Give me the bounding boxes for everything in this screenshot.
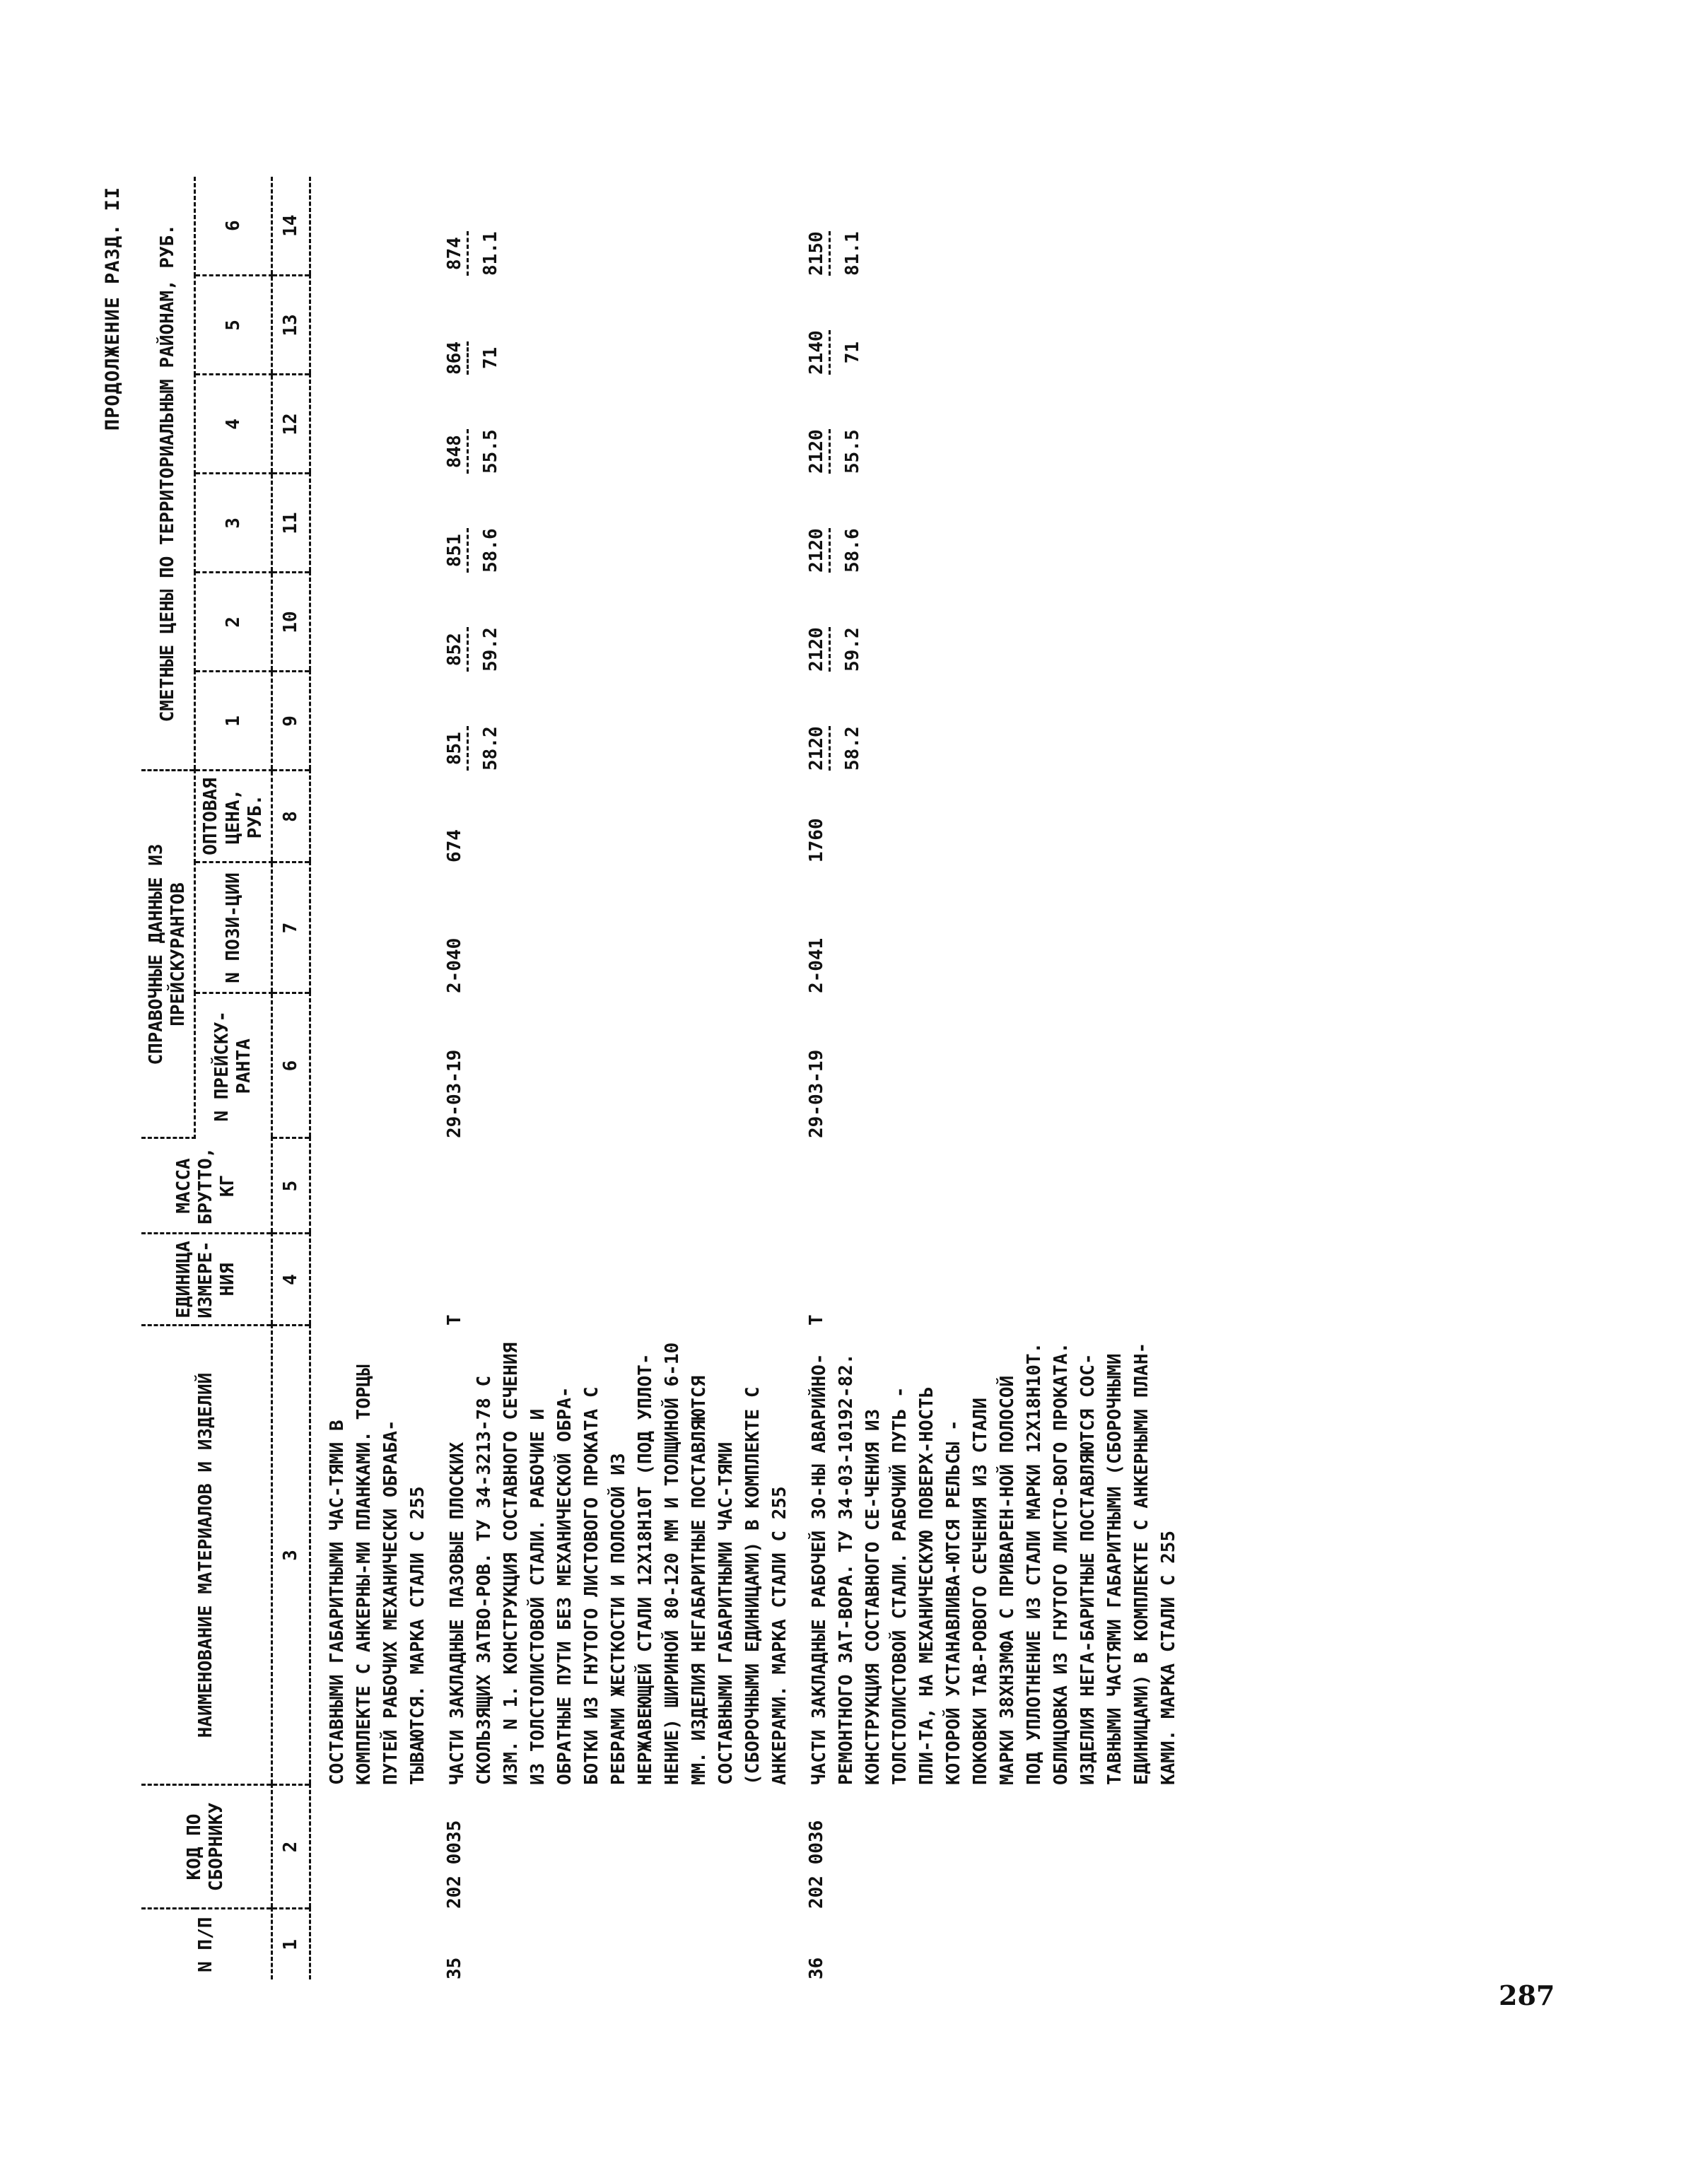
continuation-row xyxy=(310,177,432,1979)
row-number: 35 xyxy=(444,1957,466,1979)
col-number: 6 xyxy=(271,993,310,1138)
row-price-list: 29-03-19 xyxy=(444,1049,466,1138)
price-delta: 59.2 xyxy=(480,627,502,672)
price-value: 848 xyxy=(444,429,469,474)
row-price-region-1 xyxy=(431,672,793,771)
row-position: 2-040 xyxy=(444,937,466,993)
price-table xyxy=(141,177,1182,1979)
price-value: 2120 xyxy=(806,528,831,573)
col-number: 2 xyxy=(271,1785,310,1909)
price-delta: 58.6 xyxy=(480,528,502,573)
price-delta: 55.5 xyxy=(480,429,502,474)
price-value: 864 xyxy=(444,341,469,375)
col-header-region-1: 1 xyxy=(195,672,272,771)
column-number-row xyxy=(271,177,310,1979)
price-delta: 58.6 xyxy=(842,528,864,573)
price-value: 852 xyxy=(444,627,469,672)
row-price-region-5 xyxy=(431,276,793,375)
col-number: 7 xyxy=(271,862,310,993)
row-wholesale: 1760 xyxy=(806,818,828,862)
price-delta: 55.5 xyxy=(842,429,864,474)
col-group-reference: СПРАВОЧНЫЕ ДАННЫЕ ИЗ ПРЕЙСКУРАНТОВ xyxy=(141,771,195,1138)
col-number: 13 xyxy=(271,276,310,375)
col-header-region-3: 3 xyxy=(195,474,272,573)
col-header-region-4: 4 xyxy=(195,375,272,474)
section-continuation-header: ПРОДОЛЖЕНИЕ РАЗД. II xyxy=(102,187,124,431)
price-delta: 58.2 xyxy=(842,726,864,771)
row-unit: Т xyxy=(806,1314,828,1326)
row-price-region-3 xyxy=(793,474,1182,573)
table-row xyxy=(793,177,1182,1979)
row-price-region-3 xyxy=(431,474,793,573)
col-number: 10 xyxy=(271,573,310,672)
col-header-position: N ПОЗИ-ЦИИ xyxy=(195,862,272,993)
col-number: 1 xyxy=(271,1909,310,1979)
col-header-unit: ЕДИНИЦА ИЗМЕРЕ-НИЯ xyxy=(141,1234,271,1326)
price-value: 2120 xyxy=(806,429,831,474)
col-header-n: N П/П xyxy=(141,1909,271,1979)
col-header-region-2: 2 xyxy=(195,573,272,672)
row-code: 202 0035 xyxy=(444,1820,466,1909)
row-price-region-1 xyxy=(793,672,1182,771)
col-header-region-6: 6 xyxy=(195,177,272,276)
col-number: 9 xyxy=(271,672,310,771)
row-description: ЧАСТИ ЗАКЛАДНЫЕ РАБОЧЕЙ ЗО-НЫ АВАРИЙНО-РЕМОНТНОГО ЗАТ-ВОРА. ТУ 34-03-10192-82. КОНСТРУКЦИЯ СОСТАВНОГО СЕ-ЧЕНИЯ ИЗ ТОЛСТОЛИСТОВОЙ СТАЛИ. РАБОЧИЙ ПУТЬ - ПЛИ-ТА, НА МЕХАНИЧЕСКУЮ ПОВЕРХ-НОСТЬ КОТОРОЙ УСТАНАВЛИВА-ЮТСЯ РЕЛЬСЫ - ПОКОВКИ ТАВ-РОВОГО СЕЧЕНИЯ ИЗ СТАЛИ МАРКИ 38ХН3МФА С ПРИВАРЕН-НОЙ ПОЛОСОЙ ПОД УПЛОТНЕНИЕ ИЗ СТАЛИ МАРКИ 12Х18Н10Т. ОБЛИЦОВКА ИЗ ГНУТОГО ЛИСТО-ВОГО ПРОКАТА. ИЗДЕЛИЯ НЕГА-БАРИТНЫЕ ПОСТАВЛЯЮТСЯ СОС-ТАВНЫМИ ЧАСТЯМИ ГАБАРИТНЫМИ (СБОРОЧНЫМИ ЕДИНИЦАМИ) В КОМПЛЕКТЕ С АНКЕРНЫМИ ПЛАН-КАМИ. МАРКА СТАЛИ С 255 xyxy=(809,1342,1180,1785)
col-number: 11 xyxy=(271,474,310,573)
price-value: 2120 xyxy=(806,627,831,672)
price-delta: 81.1 xyxy=(480,231,502,276)
row-price-region-2 xyxy=(793,573,1182,672)
col-number: 8 xyxy=(271,771,310,862)
row-price-region-4 xyxy=(793,375,1182,474)
col-number: 3 xyxy=(271,1326,310,1785)
price-value: 2120 xyxy=(806,726,831,771)
price-value: 851 xyxy=(444,726,469,771)
col-group-estimated-prices: СМЕТНЫЕ ЦЕНЫ ПО ТЕРРИТОРИАЛЬНЫМ РАЙОНАМ, РУБ. xyxy=(141,177,195,771)
col-number: 4 xyxy=(271,1234,310,1326)
row-code: 202 0036 xyxy=(806,1820,828,1909)
row-price-list: 29-03-19 xyxy=(806,1049,828,1138)
row-number: 36 xyxy=(806,1957,828,1979)
col-number: 5 xyxy=(271,1138,310,1234)
col-header-name: НАИМЕНОВАНИЕ МАТЕРИАЛОВ И ИЗДЕЛИЙ xyxy=(141,1326,271,1785)
price-value: 2150 xyxy=(806,231,831,276)
row-position: 2-041 xyxy=(806,937,828,993)
row-unit: Т xyxy=(444,1314,466,1326)
price-value: 874 xyxy=(444,231,469,276)
price-value: 851 xyxy=(444,528,469,573)
row-price-region-6 xyxy=(793,177,1182,276)
price-delta: 71 xyxy=(842,341,864,364)
table-row xyxy=(431,177,793,1979)
row-price-region-4 xyxy=(431,375,793,474)
row-price-region-2 xyxy=(431,573,793,672)
col-header-region-5: 5 xyxy=(195,276,272,375)
price-delta: 59.2 xyxy=(842,627,864,672)
col-number: 14 xyxy=(271,177,310,276)
price-delta: 58.2 xyxy=(480,726,502,771)
price-value: 2140 xyxy=(806,330,831,375)
row-price-region-6 xyxy=(431,177,793,276)
col-header-price-list: N ПРЕЙСКУ-РАНТА xyxy=(211,1010,255,1122)
price-delta: 71 xyxy=(480,346,502,370)
col-header-mass: МАССА БРУТТО, КГ xyxy=(141,1138,271,1234)
continuation-text: СОСТАВНЫМИ ГАБАРИТНЫМИ ЧАС-ТЯМИ В КОМПЛЕКТЕ С АНКЕРНЫ-МИ ПЛАНКАМИ. ТОРЦЫ ПУТЕЙ РАБОЧИХ МЕХАНИЧЕСКИ ОБРАБА-ТЫВАЮТСЯ. МАРКА СТАЛИ С 255 xyxy=(327,1364,429,1785)
col-header-code: КОД ПО СБОРНИКУ xyxy=(141,1785,271,1909)
row-mass xyxy=(431,1138,793,1234)
col-header-wholesale: ОПТОВАЯ ЦЕНА, РУБ. xyxy=(195,771,272,862)
row-mass xyxy=(793,1138,1182,1234)
row-price-region-5 xyxy=(793,276,1182,375)
col-number: 12 xyxy=(271,375,310,474)
rotated-page xyxy=(99,177,1442,1979)
row-description: ЧАСТИ ЗАКЛАДНЫЕ ПАЗОВЫЕ ПЛОСКИХ СКОЛЬЗЯЩИХ ЗАТВО-РОВ. ТУ 34-3213-78 С ИЗМ. N 1. КОНСТРУКЦИЯ СОСТАВНОГО СЕЧЕНИЯ ИЗ ТОЛСТОЛИСТОВОЙ СТАЛИ. РАБОЧИЕ И ОБРАТНЫЕ ПУТИ БЕЗ МЕХАНИЧЕСКОЙ ОБРА-БОТКИ ИЗ ГНУТОГО ЛИСТОВОГО ПРОКАТА С РЕБРАМИ ЖЕСТКОСТИ И ПОЛОСОЙ ИЗ НЕРЖАВЕЮЩЕЙ СТАЛИ 12Х18Н10Т (ПОД УПЛОТ-НЕНИЕ) ШИРИНОЙ 80-120 ММ И ТОЛЩИНОЙ 6-10 ММ. ИЗДЕЛИЯ НЕГАБАРИТНЫЕ ПОСТАВЛЯЮТСЯ СОСТАВНЫМИ ГАБАРИТНЫМИ ЧАС-ТЯМИ (СБОРОЧНЫМИ ЕДИНИЦАМИ) В КОМПЛЕКТЕ С АНКЕРАМИ. МАРКА СТАЛИ С 255 xyxy=(447,1342,791,1785)
price-delta: 81.1 xyxy=(842,231,864,276)
page-number: 287 xyxy=(1499,1979,1555,2011)
row-wholesale: 674 xyxy=(444,829,466,862)
